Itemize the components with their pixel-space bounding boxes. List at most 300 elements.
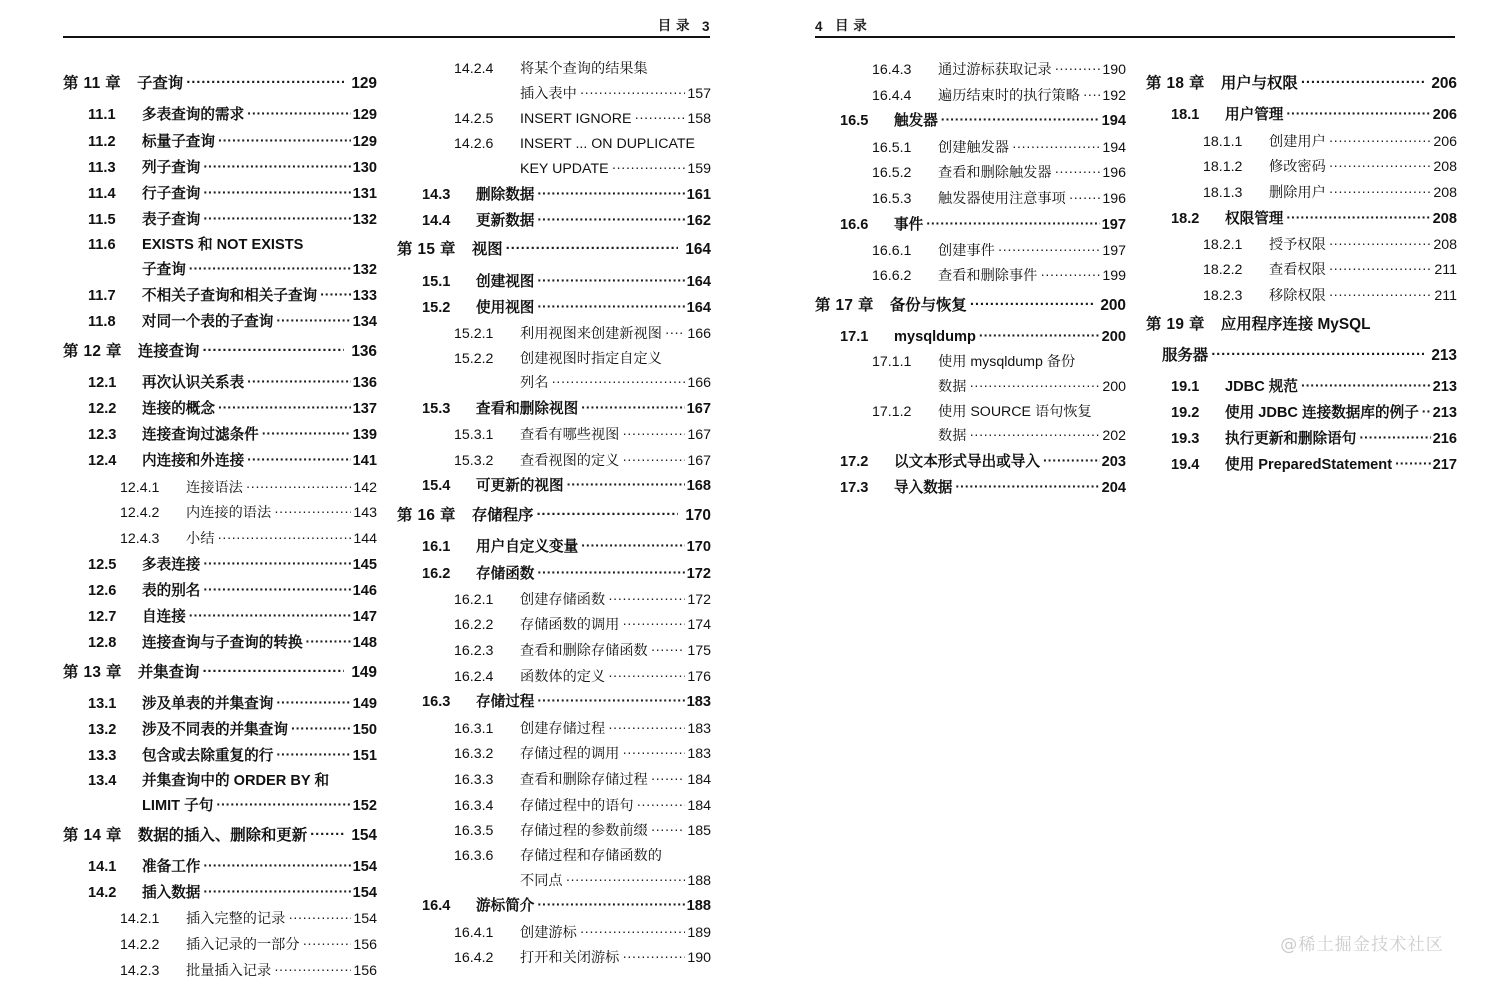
toc-entry-title: 多表查询的需求	[142, 107, 245, 124]
toc-entry-number: 16.5	[840, 113, 869, 130]
toc-entry-page-number: 158	[687, 111, 711, 128]
toc-leader-dots	[310, 828, 344, 843]
header-rule-left	[63, 36, 710, 38]
toc-entry-page-number: 206	[1433, 133, 1457, 150]
toc-entry-title: 连接的概念	[142, 401, 215, 418]
toc-entry-title: 备份与恢复	[889, 296, 967, 314]
toc-entry-title: 打开和关闭游标	[520, 950, 620, 967]
toc-section-entry	[63, 859, 377, 875]
toc-column-3	[815, 62, 1126, 506]
toc-entry-number: 19.3	[1171, 431, 1200, 448]
toc-section-entry	[1146, 405, 1457, 421]
toc-entry-number: 17.3	[840, 480, 869, 497]
toc-entry-page-number: 190	[1102, 62, 1126, 78]
toc-entry-page-number: 183	[686, 694, 711, 711]
toc-entry-number: 11.2	[88, 133, 116, 150]
toc-leader-dots	[189, 262, 351, 276]
toc-entry-number: 19.4	[1171, 457, 1200, 474]
toc-entry-number: 16.6	[840, 216, 869, 233]
toc-leader-dots	[537, 694, 684, 708]
toc-section-entry	[1146, 237, 1457, 252]
toc-entry-page-number: 161	[686, 186, 711, 203]
toc-entry-page-number: 183	[687, 746, 711, 763]
toc-entry-title: 内连接的语法	[186, 505, 272, 522]
toc-leader-dots	[970, 298, 1093, 313]
running-head-page-number: 3	[701, 19, 710, 34]
toc-leader-dots	[941, 113, 1100, 127]
toc-section-entry	[63, 798, 377, 814]
toc-entry-page-number: 133	[352, 288, 377, 305]
toc-chapter-entry	[397, 508, 711, 523]
toc-entry-title: 列名	[520, 375, 549, 392]
toc-leader-dots	[1329, 159, 1432, 173]
toc-entry-page-number: 145	[352, 556, 377, 573]
toc-entry-title: JDBC 规范	[1225, 379, 1298, 396]
toc-entry-page-number: 139	[352, 427, 377, 444]
toc-section-entry	[397, 427, 711, 442]
toc-entry-title: 函数体的定义	[520, 668, 606, 685]
toc-section-entry	[815, 454, 1126, 470]
toc-entry-title: 子查询	[137, 75, 184, 92]
toc-leader-dots	[291, 722, 351, 736]
toc-entry-title: 连接查询与子查询的转换	[142, 634, 303, 651]
toc-section-entry	[63, 314, 377, 330]
toc-entry-title: 移除权限	[1269, 288, 1326, 305]
toc-entry-number: 12.4.2	[120, 505, 160, 522]
running-head-label: 目 录	[835, 18, 868, 33]
toc-leader-dots	[203, 859, 350, 873]
toc-entry-page-number: 134	[352, 314, 377, 331]
toc-leader-dots	[276, 314, 350, 328]
toc-section-entry	[63, 911, 377, 926]
toc-section-entry	[397, 453, 711, 468]
toc-entry-number: 16.2.2	[454, 617, 494, 634]
toc-entry-page-number: 166	[687, 375, 711, 392]
toc-leader-dots	[202, 344, 344, 359]
toc-leader-dots	[216, 798, 350, 812]
toc-leader-dots	[1329, 237, 1432, 251]
toc-entry-page-number: 162	[686, 212, 711, 229]
toc-entry-title: 使用 mysqldump 备份	[938, 354, 1076, 371]
toc-leader-dots	[580, 925, 686, 939]
toc-entry-title: 可更新的视图	[476, 478, 564, 495]
toc-section-entry	[63, 262, 377, 278]
watermark: @稀土掘金技术社区	[1280, 935, 1444, 955]
toc-section-entry	[397, 213, 711, 229]
toc-entry-number: 14.4	[422, 212, 451, 229]
toc-entry-title: 存储过程的调用	[520, 746, 620, 763]
toc-entry-page-number: 199	[1102, 268, 1126, 285]
toc-entry-title: 行子查询	[142, 185, 201, 202]
toc-entry-page-number: 136	[352, 375, 377, 392]
toc-entry-title: 不同点	[520, 872, 563, 889]
toc-section-entry	[1146, 288, 1457, 303]
toc-entry-title: 以文本形式导出或导入	[894, 453, 1040, 470]
toc-leader-dots	[608, 669, 685, 683]
toc-entry-title: 插入表中	[520, 85, 577, 102]
toc-entry-number: 15.3	[422, 400, 451, 417]
toc-entry-number: 18.1.2	[1203, 159, 1243, 176]
toc-entry-number: 16.6.1	[872, 242, 912, 259]
toc-leader-dots	[506, 242, 679, 257]
toc-leader-dots	[634, 111, 685, 125]
toc-entry-number: 12.6	[88, 582, 117, 599]
toc-entry-page-number: 149	[351, 663, 377, 681]
toc-chapter-entry	[1146, 76, 1457, 91]
toc-entry-page-number: 211	[1434, 262, 1457, 279]
toc-entry-page-number: 144	[353, 530, 377, 547]
toc-entry-title: 删除用户	[1269, 184, 1326, 201]
toc-entry-title: 创建视图	[476, 273, 535, 290]
toc-leader-dots	[1083, 88, 1100, 102]
page-left	[0, 0, 756, 983]
toc-entry-title: 用户管理	[1225, 107, 1284, 124]
toc-section-entry	[397, 137, 711, 151]
toc-section-entry	[815, 428, 1126, 443]
toc-entry-title: 事件	[894, 216, 924, 233]
toc-entry-title: 小结	[186, 530, 215, 547]
toc-entry-number: 11.1	[88, 107, 116, 124]
toc-entry-page-number: 192	[1102, 87, 1126, 104]
toc-entry-number: 第 16 章	[397, 507, 456, 524]
toc-entry-title: 使用视图	[476, 299, 535, 316]
toc-section-entry	[63, 505, 377, 520]
toc-entry-page-number: 208	[1432, 210, 1457, 227]
toc-entry-title: 创建视图时指定自定义	[520, 350, 662, 367]
toc-entry-title: 并集查询	[137, 663, 200, 681]
toc-entry-number: 15.3.2	[454, 452, 494, 469]
toc-entry-number: 17.1.2	[872, 403, 912, 420]
toc-entry-title: INSERT IGNORE	[520, 111, 632, 128]
toc-entry-page-number: 149	[352, 695, 377, 712]
toc-entry-title: 涉及不同表的并集查询	[142, 722, 288, 739]
toc-entry-title: 准备工作	[142, 859, 201, 876]
toc-section-entry	[63, 583, 377, 599]
toc-section-entry	[397, 746, 711, 761]
toc-entry-number: 18.1	[1171, 107, 1200, 124]
toc-entry-title: 权限管理	[1225, 210, 1284, 227]
toc-entry-page-number: 196	[1102, 190, 1126, 207]
toc-entry-title: 列子查询	[142, 159, 201, 176]
toc-leader-dots	[1055, 62, 1101, 76]
toc-entry-number: 11.5	[88, 211, 116, 228]
toc-entry-title: 使用 SOURCE 语句恢复	[938, 403, 1092, 420]
toc-entry-title: 通过游标获取记录	[938, 62, 1052, 78]
header-rule-right	[815, 36, 1455, 38]
toc-leader-dots	[247, 375, 350, 389]
toc-section-entry	[63, 375, 377, 391]
toc-leader-dots	[622, 427, 685, 441]
toc-entry-page-number: 136	[351, 342, 377, 360]
toc-leader-dots	[969, 379, 1100, 393]
toc-entry-number: 16.3.6	[454, 848, 494, 865]
toc-leader-dots	[1395, 457, 1431, 471]
toc-section-entry	[1146, 262, 1457, 277]
toc-entry-title: 存储过程和存储函数的	[520, 848, 662, 865]
toc-entry-page-number: 147	[352, 608, 377, 625]
toc-section-entry	[397, 592, 711, 607]
toc-entry-number: 16.4.1	[454, 924, 494, 941]
toc-leader-dots	[1043, 454, 1100, 468]
toc-section-entry	[815, 329, 1126, 345]
toc-chapter-entry	[1146, 348, 1457, 363]
toc-leader-dots	[622, 950, 685, 964]
toc-entry-title: mysqldump	[894, 329, 976, 346]
toc-entry-page-number: 175	[687, 643, 711, 659]
toc-entry-title: 多表连接	[142, 556, 201, 573]
toc-entry-page-number: 167	[687, 427, 711, 443]
toc-column-4	[1146, 62, 1457, 506]
toc-leader-dots	[276, 748, 350, 762]
toc-entry-page-number: 143	[353, 505, 377, 522]
toc-section-entry	[63, 238, 377, 253]
toc-entry-title: LIMIT 子句	[142, 798, 214, 815]
toc-entry-number: 14.2.5	[454, 111, 494, 128]
toc-entry-number: 16.4.2	[454, 950, 494, 967]
toc-section-entry	[63, 531, 377, 546]
toc-entry-title: 查看权限	[1269, 262, 1326, 279]
running-head-page-number: 4	[815, 19, 824, 34]
toc-leader-dots	[608, 592, 685, 606]
toc-leader-dots	[303, 937, 352, 951]
toc-entry-title: 查看和删除触发器	[938, 165, 1052, 182]
toc-entry-number: 11.8	[88, 314, 116, 331]
toc-section-entry	[815, 62, 1126, 77]
toc-section-entry	[63, 288, 377, 304]
toc-entry-page-number: 132	[352, 261, 377, 278]
toc-section-entry	[63, 453, 377, 469]
toc-column-1	[63, 62, 377, 989]
toc-entry-title: 服务器	[1162, 346, 1209, 364]
toc-leader-dots	[276, 696, 350, 710]
toc-entry-title: 内连接和外连接	[142, 453, 245, 470]
toc-entry-page-number: 129	[352, 107, 377, 124]
toc-leader-dots	[955, 480, 1099, 494]
toc-entry-number: 第 13 章	[63, 663, 122, 681]
toc-leader-dots	[551, 375, 685, 389]
toc-entry-title: 创建触发器	[938, 139, 1009, 156]
toc-entry-title: 更新数据	[476, 212, 535, 229]
toc-entry-page-number: 206	[1432, 107, 1457, 124]
toc-leader-dots	[1211, 348, 1424, 363]
toc-entry-number: 13.2	[88, 722, 117, 739]
toc-entry-title: 数据的插入、删除和更新	[137, 826, 308, 844]
toc-entry-title: 查看和删除视图	[476, 400, 579, 417]
toc-section-entry	[397, 617, 711, 632]
toc-entry-number: 11.3	[88, 159, 116, 176]
toc-section-entry	[397, 643, 711, 658]
toc-entry-title: 创建存储函数	[520, 591, 606, 608]
toc-section-entry	[815, 405, 1126, 419]
toc-entry-number: 11.7	[88, 288, 116, 305]
toc-section-entry	[63, 480, 377, 495]
toc-section-entry	[397, 823, 711, 838]
toc-entry-title: 触发器使用注意事项	[938, 190, 1066, 207]
toc-section-entry	[1146, 379, 1457, 395]
toc-entry-number: 12.3	[88, 427, 117, 444]
toc-entry-page-number: 150	[352, 722, 377, 739]
toc-entry-title: 导入数据	[894, 480, 953, 497]
toc-section-entry	[397, 898, 711, 914]
toc-leader-dots	[1069, 191, 1101, 205]
toc-section-entry	[63, 401, 377, 417]
toc-entry-number: 12.5	[88, 556, 117, 573]
toc-entry-title: 自连接	[142, 608, 186, 625]
toc-entry-number: 18.2.1	[1203, 236, 1243, 253]
toc-entry-page-number: 200	[1100, 296, 1126, 314]
toc-section-entry	[397, 300, 711, 316]
toc-leader-dots	[217, 531, 351, 545]
toc-column-2	[397, 62, 711, 989]
toc-section-entry	[397, 478, 711, 494]
toc-entry-number: 15.2.1	[454, 325, 494, 342]
toc-entry-number: 12.7	[88, 608, 117, 625]
toc-entry-title: 执行更新和删除语句	[1225, 431, 1357, 448]
toc-entry-number: 18.2.2	[1203, 262, 1243, 279]
toc-entry-title: INSERT ... ON DUPLICATE	[520, 136, 696, 153]
toc-entry-number: 12.4.3	[120, 530, 160, 547]
toc-entry-page-number: 129	[352, 133, 377, 150]
toc-section-entry	[63, 635, 377, 651]
toc-leader-dots	[288, 911, 351, 925]
toc-entry-page-number: 148	[352, 634, 377, 651]
toc-leader-dots	[608, 721, 685, 735]
toc-entry-number: 16.3.2	[454, 746, 494, 763]
toc-leader-dots	[247, 453, 350, 467]
toc-entry-title: 使用 PreparedStatement	[1225, 457, 1393, 474]
toc-entry-title: 数据	[938, 428, 967, 445]
toc-section-entry	[63, 212, 377, 228]
toc-entry-title: 包含或去除重复的行	[142, 748, 274, 765]
toc-leader-dots	[580, 86, 686, 100]
toc-section-entry	[815, 191, 1126, 206]
toc-entry-title: 创建用户	[1269, 133, 1326, 150]
toc-section-entry	[1146, 185, 1457, 200]
toc-entry-page-number: 184	[687, 797, 711, 814]
toc-section-entry	[1146, 431, 1457, 447]
toc-entry-title: 查看有哪些视图	[520, 427, 620, 443]
toc-section-entry	[397, 161, 711, 176]
toc-leader-dots	[537, 566, 684, 580]
toc-entry-number: 16.3.3	[454, 771, 494, 788]
toc-entry-page-number: 154	[352, 885, 377, 902]
toc-entry-title: 存储过程的参数前缀	[520, 823, 648, 840]
running-head-label: 目 录	[657, 18, 690, 33]
toc-section-entry	[397, 111, 711, 126]
toc-entry-title: 存储过程	[476, 694, 535, 711]
toc-leader-dots	[203, 160, 350, 174]
toc-leader-dots	[1329, 262, 1433, 276]
toc-entry-number: 13.3	[88, 748, 117, 765]
toc-section-entry	[63, 186, 377, 202]
toc-entry-title: 连接查询	[137, 342, 200, 360]
toc-section-entry	[815, 140, 1126, 155]
toc-section-entry	[63, 107, 377, 123]
toc-entry-number: 16.2.3	[454, 643, 494, 659]
toc-section-entry	[397, 326, 711, 341]
toc-entry-number: 19.2	[1171, 405, 1200, 422]
toc-entry-page-number: 188	[686, 898, 711, 915]
toc-entry-page-number: 142	[353, 479, 377, 496]
toc-chapter-entry	[1146, 317, 1457, 332]
toc-entry-page-number: 132	[352, 211, 377, 228]
toc-entry-page-number: 208	[1433, 184, 1457, 201]
toc-entry-page-number: 141	[352, 453, 377, 470]
toc-entry-number: 第 15 章	[397, 241, 456, 259]
toc-entry-page-number: 164	[686, 299, 711, 316]
toc-section-entry	[397, 694, 711, 710]
toc-leader-dots	[581, 401, 684, 415]
toc-leader-dots	[1422, 405, 1431, 419]
toc-entry-title: 用户与权限	[1220, 75, 1298, 92]
toc-leader-dots	[979, 329, 1100, 343]
toc-leader-dots	[306, 635, 351, 649]
toc-entry-page-number: 211	[1434, 288, 1457, 305]
toc-entry-page-number: 184	[687, 771, 711, 788]
toc-entry-number: 第 19 章	[1146, 316, 1205, 334]
toc-entry-page-number: 151	[352, 748, 377, 765]
toc-entry-page-number: 213	[1431, 346, 1457, 364]
toc-entry-number: 第 18 章	[1146, 75, 1205, 92]
toc-leader-dots	[1040, 268, 1100, 282]
toc-entry-page-number: 197	[1101, 216, 1126, 233]
toc-entry-title: 标量子查询	[142, 133, 215, 150]
toc-entry-number: 12.2	[88, 401, 117, 418]
toc-section-entry	[63, 937, 377, 952]
toc-entry-page-number: 170	[686, 539, 711, 556]
toc-leader-dots	[969, 428, 1100, 442]
toc-entry-title: 视图	[471, 241, 503, 259]
toc-section-entry	[815, 480, 1126, 496]
toc-entry-number: 18.2.3	[1203, 288, 1243, 305]
toc-entry-page-number: 190	[687, 950, 711, 967]
toc-section-entry	[63, 774, 377, 789]
running-head-right	[815, 0, 1455, 36]
toc-entry-page-number: 194	[1101, 113, 1126, 130]
toc-leader-dots	[246, 480, 352, 494]
toc-entry-number: 14.2.3	[120, 962, 160, 979]
toc-entry-title: 存储程序	[471, 507, 534, 524]
toc-leader-dots	[537, 300, 684, 314]
toc-section-entry	[397, 62, 711, 76]
toc-entry-title: KEY UPDATE	[520, 160, 609, 177]
toc-leader-dots	[1329, 288, 1433, 302]
toc-section-entry	[397, 925, 711, 940]
toc-section-entry	[397, 873, 711, 888]
toc-section-entry	[63, 748, 377, 764]
toc-section-entry	[815, 268, 1126, 283]
toc-leader-dots	[1286, 107, 1430, 121]
toc-entry-title: 使用 JDBC 连接数据库的例子	[1225, 405, 1419, 422]
toc-leader-dots	[202, 665, 344, 680]
toc-chapter-entry	[63, 76, 377, 91]
toc-entry-title: 不相关子查询和相关子查询	[142, 288, 318, 305]
toc-entry-number: 14.3	[422, 186, 451, 203]
toc-entry-number: 16.3.1	[454, 720, 494, 737]
toc-leader-dots	[651, 772, 686, 786]
toc-section-entry	[397, 352, 711, 366]
toc-entry-page-number: 167	[686, 400, 711, 417]
toc-entry-number: 14.2	[88, 885, 117, 902]
toc-section-entry	[1146, 134, 1457, 149]
toc-leader-dots	[637, 798, 686, 812]
toc-entry-title: 批量插入记录	[186, 962, 272, 979]
toc-entry-number: 16.3	[422, 694, 451, 711]
toc-entry-page-number: 217	[1432, 457, 1457, 474]
toc-entry-number: 15.2.2	[454, 350, 494, 367]
toc-entry-number: 14.1	[88, 859, 117, 876]
toc-entry-title: 应用程序连接 MySQL	[1220, 316, 1371, 334]
